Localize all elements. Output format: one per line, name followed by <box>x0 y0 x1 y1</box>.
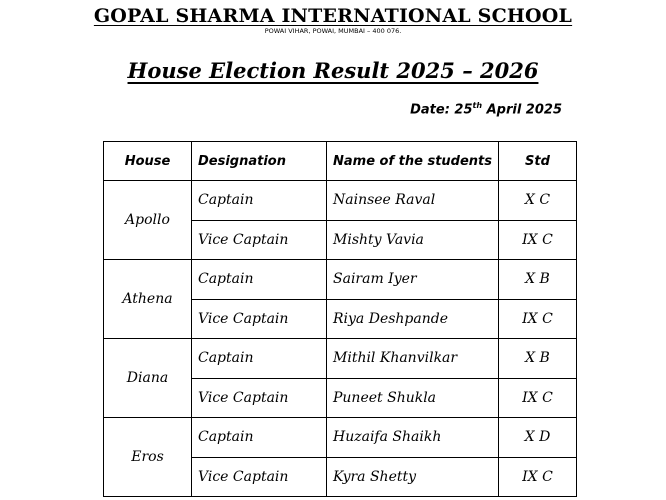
table-row <box>104 181 577 221</box>
header-std: Std <box>499 142 577 181</box>
house-cell: Diana <box>104 339 192 418</box>
house-cell: Apollo <box>104 181 192 260</box>
std-cell: X B <box>499 339 577 379</box>
student-name-cell: Riya Deshpande <box>327 299 499 339</box>
std-cell: IX C <box>499 457 577 497</box>
std-cell: X D <box>499 418 577 458</box>
house-cell: Athena <box>104 260 192 339</box>
school-name: GOPAL SHARMA INTERNATIONAL SCHOOL <box>93 5 573 27</box>
designation-cell: Captain <box>192 260 327 300</box>
election-result-table <box>103 141 577 497</box>
designation-cell: Captain <box>192 339 327 379</box>
student-name-cell: Mishty Vavia <box>327 220 499 260</box>
header-name: Name of the students <box>327 142 499 181</box>
student-name-cell: Nainsee Raval <box>327 181 499 221</box>
date-rest: April 2025 <box>482 102 562 118</box>
document-title: House Election Result 2025 – 2026 <box>127 58 539 83</box>
designation-cell: Captain <box>192 181 327 221</box>
student-name-cell: Kyra Shetty <box>327 457 499 497</box>
table-row <box>104 418 577 458</box>
table-row <box>104 260 577 300</box>
std-cell: IX C <box>499 299 577 339</box>
designation-cell: Vice Captain <box>192 457 327 497</box>
designation-cell: Vice Captain <box>192 378 327 418</box>
std-cell: IX C <box>499 220 577 260</box>
designation-cell: Captain <box>192 418 327 458</box>
house-cell: Eros <box>104 418 192 497</box>
date-ordinal: th <box>472 101 483 110</box>
table-row <box>104 339 577 379</box>
std-cell: X B <box>499 260 577 300</box>
designation-cell: Vice Captain <box>192 220 327 260</box>
header-designation: Designation <box>192 142 327 181</box>
school-address: POWAI VIHAR, POWAI, MUMBAI – 400 076. <box>264 27 402 35</box>
student-name-cell: Mithil Khanvilkar <box>327 339 499 379</box>
std-cell: IX C <box>499 378 577 418</box>
document-date <box>410 101 562 117</box>
date-prefix: Date: 25 <box>410 102 473 118</box>
student-name-cell: Huzaifa Shaikh <box>327 418 499 458</box>
student-name-cell: Puneet Shukla <box>327 378 499 418</box>
table-header-row <box>104 142 577 181</box>
student-name-cell: Sairam Iyer <box>327 260 499 300</box>
header-house: House <box>104 142 192 181</box>
designation-cell: Vice Captain <box>192 299 327 339</box>
std-cell: X C <box>499 181 577 221</box>
